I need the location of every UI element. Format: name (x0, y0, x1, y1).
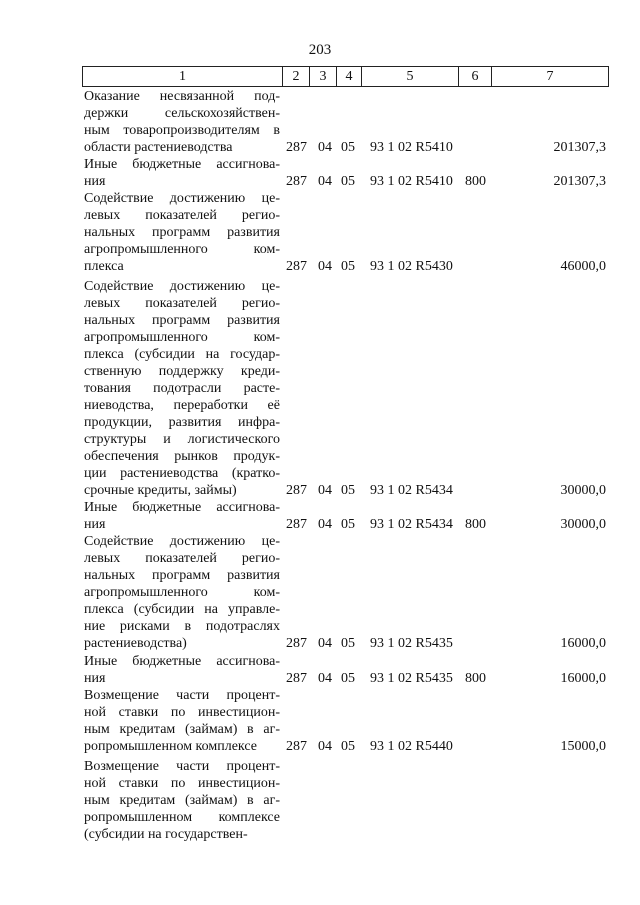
description-line: ропромышленном комплексе (84, 810, 280, 825)
header-col-3: 3 (309, 67, 336, 86)
cell-c3: 04 (318, 483, 332, 498)
header-col-6: 6 (458, 67, 491, 86)
description-line: ния (84, 174, 106, 189)
table-row (0, 687, 640, 755)
description-line: Содействие достижению це- (84, 279, 280, 294)
description-line: агропромышленного ком- (84, 330, 280, 345)
description-line: левых показателей регио- (84, 551, 280, 566)
table-row (0, 278, 640, 499)
cell-c5: 93 1 02 R5435 (370, 671, 453, 686)
table-row (0, 88, 640, 156)
header-col-1: 1 (179, 68, 186, 84)
cell-c7: 30000,0 (560, 483, 606, 498)
description-line: срочные кредиты, займы) (84, 483, 237, 498)
description-line: структуры и логистического (84, 432, 280, 447)
cell-c3: 04 (318, 671, 332, 686)
description-line: (субсидии на государствен- (84, 827, 248, 842)
cell-c3: 04 (318, 517, 332, 532)
description-line: ным товаропроизводителям в (84, 123, 280, 138)
row-description (84, 499, 280, 533)
cell-c6: 800 (465, 517, 486, 532)
cell-c4: 05 (341, 174, 355, 189)
cell-c3: 04 (318, 636, 332, 651)
cell-c2: 287 (286, 739, 307, 754)
description-line: Иные бюджетные ассигнова- (84, 654, 280, 669)
description-line: плекса (субсидии на государ- (84, 347, 280, 362)
cell-c5: 93 1 02 R5440 (370, 739, 453, 754)
description-line: ственную поддержку креди- (84, 364, 280, 379)
row-description (84, 653, 280, 687)
description-line: продукции, развития инфра- (84, 415, 280, 430)
cell-c2: 287 (286, 483, 307, 498)
cell-c4: 05 (341, 259, 355, 274)
description-line: ропромышленном комплексе (84, 739, 257, 754)
cell-c4: 05 (341, 739, 355, 754)
header-col-2: 2 (282, 67, 309, 86)
cell-c4: 05 (341, 671, 355, 686)
cell-c3: 04 (318, 140, 332, 155)
cell-c4: 05 (341, 140, 355, 155)
cell-c3: 04 (318, 259, 332, 274)
description-line: ниеводства, переработки её (84, 398, 280, 413)
cell-c2: 287 (286, 174, 307, 189)
row-description (84, 533, 280, 652)
row-description (84, 687, 280, 755)
cell-c2: 287 (286, 517, 307, 532)
cell-c2: 287 (286, 636, 307, 651)
cell-c4: 05 (341, 636, 355, 651)
row-description (84, 88, 280, 156)
description-line: Иные бюджетные ассигнова- (84, 500, 280, 515)
description-line: нальных программ развития (84, 225, 280, 240)
description-line: растениеводства) (84, 636, 187, 651)
cell-c2: 287 (286, 140, 307, 155)
cell-c7: 201307,3 (553, 174, 606, 189)
description-line: ной ставки по инвестицион- (84, 705, 280, 720)
cell-c2: 287 (286, 671, 307, 686)
cell-c7: 30000,0 (560, 517, 606, 532)
cell-c7: 15000,0 (560, 739, 606, 754)
header-col-5: 5 (361, 67, 458, 86)
description-line: обеспечения рынков продук- (84, 449, 280, 464)
table-row (0, 653, 640, 687)
description-line: Оказание несвязанной под- (84, 89, 280, 104)
description-line: Содействие достижению це- (84, 534, 280, 549)
description-line: ние рисками в подотраслях (84, 619, 280, 634)
cell-c3: 04 (318, 739, 332, 754)
table-row (0, 533, 640, 652)
description-line: левых показателей регио- (84, 208, 280, 223)
description-line: Содействие достижению це- (84, 191, 280, 206)
cell-c6: 800 (465, 671, 486, 686)
cell-c2: 287 (286, 259, 307, 274)
description-line: Возмещение части процент- (84, 688, 280, 703)
description-line: ным кредитам (займам) в аг- (84, 722, 280, 737)
description-line: ции растениеводства (кратко- (84, 466, 280, 481)
cell-c4: 05 (341, 483, 355, 498)
description-line: ной ставки по инвестицион- (84, 776, 280, 791)
description-line: ным кредитам (займам) в аг- (84, 793, 280, 808)
cell-c6: 800 (465, 174, 486, 189)
page-number: 203 (308, 42, 332, 58)
description-line: агропромышленного ком- (84, 585, 280, 600)
description-line: нальных программ развития (84, 568, 280, 583)
description-line: плекса (84, 259, 124, 274)
cell-c5: 93 1 02 R5410 (370, 140, 453, 155)
description-line: области растениеводства (84, 140, 233, 155)
table-row (0, 758, 640, 843)
table-header (82, 66, 609, 87)
description-line: левых показателей регио- (84, 296, 280, 311)
cell-c5: 93 1 02 R5430 (370, 259, 453, 274)
description-line: Возмещение части процент- (84, 759, 280, 774)
table-row (0, 156, 640, 190)
header-col-7: 7 (491, 67, 608, 86)
row-description (84, 758, 280, 843)
row-description (84, 156, 280, 190)
cell-c7: 16000,0 (560, 636, 606, 651)
cell-c7: 46000,0 (560, 259, 606, 274)
row-description (84, 190, 280, 275)
cell-c5: 93 1 02 R5435 (370, 636, 453, 651)
description-line: ния (84, 671, 106, 686)
description-line: агропромышленного ком- (84, 242, 280, 257)
table-row (0, 190, 640, 275)
table-row (0, 499, 640, 533)
description-line: тования подотрасли расте- (84, 381, 280, 396)
cell-c5: 93 1 02 R5434 (370, 483, 453, 498)
cell-c4: 05 (341, 517, 355, 532)
description-line: держки сельскохозяйствен- (84, 106, 280, 121)
cell-c3: 04 (318, 174, 332, 189)
cell-c5: 93 1 02 R5410 (370, 174, 453, 189)
description-line: ния (84, 517, 106, 532)
row-description (84, 278, 280, 499)
cell-c7: 201307,3 (553, 140, 606, 155)
cell-c5: 93 1 02 R5434 (370, 517, 453, 532)
description-line: нальных программ развития (84, 313, 280, 328)
description-line: Иные бюджетные ассигнова- (84, 157, 280, 172)
cell-c7: 16000,0 (560, 671, 606, 686)
header-col-4: 4 (336, 67, 361, 86)
description-line: плекса (субсидии на управле- (84, 602, 280, 617)
